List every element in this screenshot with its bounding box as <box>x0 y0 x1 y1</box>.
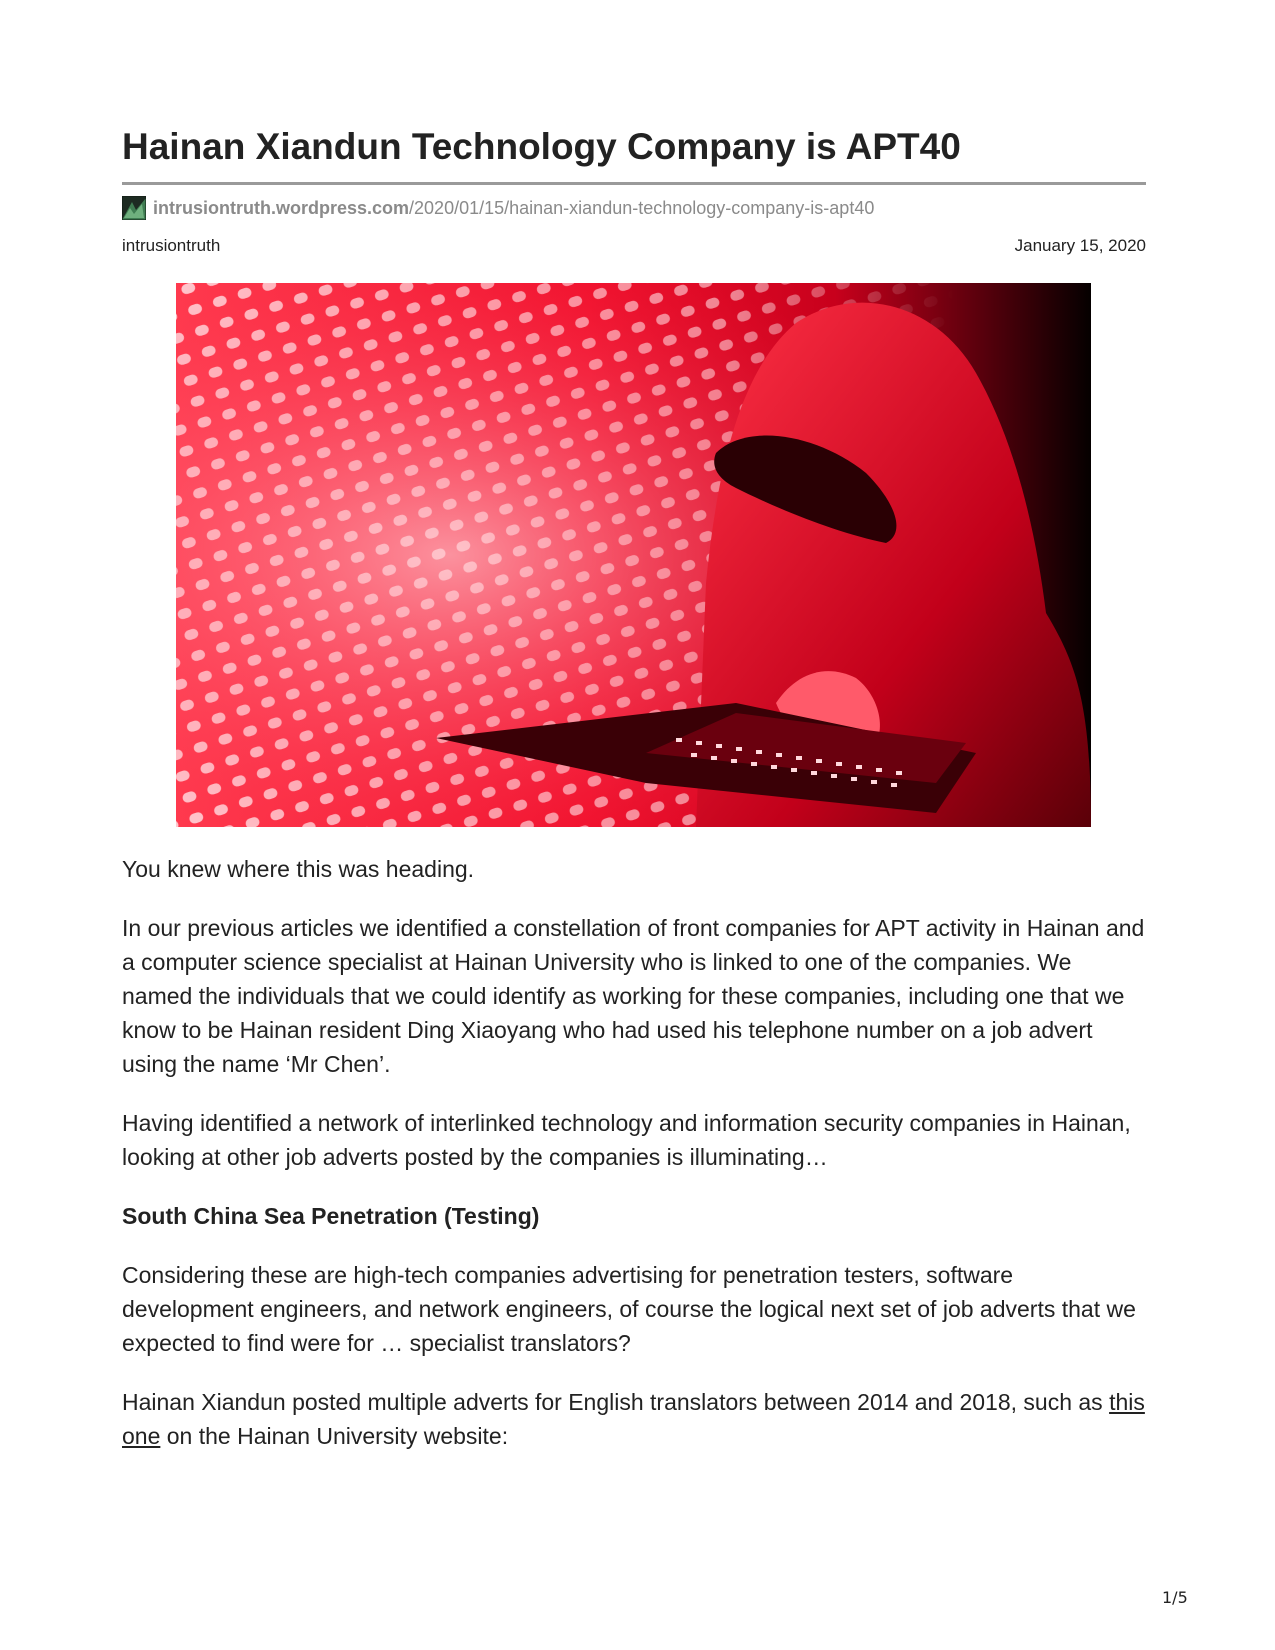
author-name: intrusiontruth <box>122 236 221 255</box>
section-heading: South China Sea Penetration (Testing) <box>122 1203 540 1229</box>
page-number: 1/5 <box>1162 1588 1188 1607</box>
source-domain[interactable]: intrusiontruth.wordpress.com <box>153 197 410 218</box>
this-one-link[interactable]: this one <box>122 1389 1145 1449</box>
title-divider <box>122 182 1146 185</box>
paragraph-text-after-link: on the Hainan University website: <box>160 1423 509 1449</box>
source-path[interactable]: /2020/01/15/hainan-xiandun-technology-company-is-apt40 <box>409 197 875 218</box>
paragraph-hainan-xiandun <box>122 1385 1146 1453</box>
site-favicon-icon <box>122 196 146 220</box>
paragraph-previous-articles: In our previous articles we identified a constellation of front companies for APT activity in Hainan and a computer science specialist at Hainan University who is linked to one of the companies. We named the individuals that we could identify as working for these companies, including one that we know to be Hainan resident Ding Xiaoyang who had used his telephone number on a job advert using the name ‘Mr Chen’. <box>122 915 1145 1077</box>
paragraph-text-before-link: Hainan Xiandun posted multiple adverts for English translators between 2014 and 2018, such as <box>122 1389 1110 1415</box>
paragraph-translators: Considering these are high-tech companies advertising for penetration testers, software development engineers, and network engineers, of course the logical next set of job adverts that we expected to find were for … specialist translators? <box>122 1262 1136 1356</box>
paragraph-job-adverts: Having identified a network of interlinked technology and information security companies in Hainan, looking at other job adverts posted by the companies is illuminating… <box>122 1110 1131 1170</box>
article-body <box>122 852 1146 1478</box>
paragraph-intro: You knew where this was heading. <box>122 856 475 882</box>
source-url[interactable] <box>122 195 874 221</box>
publish-date: January 15, 2020 <box>1014 236 1146 255</box>
hooded-hacker-at-laptop-image <box>176 283 1091 827</box>
article-title: Hainan Xiandun Technology Company is APT40 <box>122 126 961 167</box>
